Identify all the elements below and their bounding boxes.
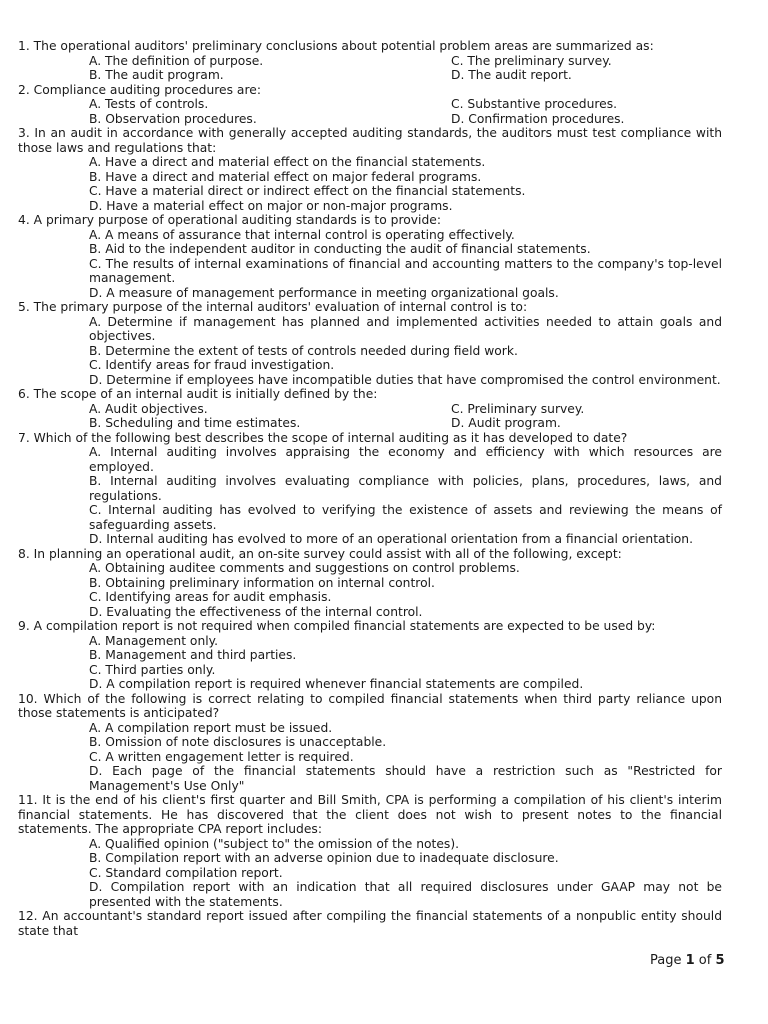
- question-block: [18, 213, 722, 300]
- answer-option: C. Substantive procedures.: [451, 97, 618, 111]
- question-block: [18, 126, 722, 213]
- question-block: [18, 300, 722, 387]
- answer-option: A. Qualified opinion ("subject to" the omission of the notes).: [89, 836, 460, 851]
- question-block: [18, 39, 722, 83]
- question-text: 12. An accountant's standard report issued after compiling the financial statements of a nonpublic entity should state that: [18, 909, 722, 938]
- answer-option: B. Scheduling and time estimates.: [89, 416, 301, 430]
- answer-option: D. Internal auditing has evolved to more of an operational orientation from a financial orientation.: [89, 532, 694, 546]
- question-text: 11. It is the end of his client's first quarter and Bill Smith, CPA is performing a compilation of his client's interim financial statements. He has discovered that the client does not wish to present notes to the financial statements. The appropriate CPA report includes:: [18, 793, 722, 836]
- answer-option: D. Determine if employees have incompatible duties that have compromised the control environment.: [89, 372, 721, 387]
- page-current: 1: [685, 953, 695, 968]
- question-text: 8. In planning an operational audit, an on-site survey could assist with all of the following, except:: [18, 546, 622, 561]
- answer-option: A. Internal auditing involves appraising the economy and efficiency with which resources are employed.: [89, 445, 722, 474]
- question-text: 3. In an audit in accordance with generally accepted auditing standards, the auditors must test compliance with those laws and regulations that:: [18, 126, 722, 155]
- answer-option: C. Identifying areas for audit emphasis.: [89, 590, 332, 604]
- answer-option: B. Internal auditing involves evaluating compliance with policies, plans, procedures, laws, and regulations.: [89, 474, 722, 503]
- question-text: 4. A primary purpose of operational auditing standards is to provide:: [18, 213, 441, 227]
- question-text: 1. The operational auditors' preliminary conclusions about potential problem areas are summarized as:: [18, 39, 654, 53]
- answer-option: B. Have a direct and material effect on major federal programs.: [89, 169, 482, 184]
- answer-option: D. Audit program.: [451, 416, 561, 430]
- answer-option: D. Evaluating the effectiveness of the internal control.: [89, 604, 423, 619]
- question-text: 5. The primary purpose of the internal auditors' evaluation of internal control is to:: [18, 300, 528, 314]
- question-text: 10. Which of the following is correct relating to compiled financial statements when third party reliance upon those statements is anticipated?: [18, 691, 722, 720]
- answer-option: C. Preliminary survey.: [451, 401, 585, 416]
- answer-options: [18, 97, 722, 126]
- answer-options: [18, 402, 722, 431]
- question-block: [18, 793, 722, 909]
- answer-option: C. Have a material direct or indirect effect on the financial statements.: [89, 184, 526, 198]
- question-text: 6. The scope of an internal audit is initially defined by the:: [18, 387, 378, 401]
- answer-option: B. Determine the extent of tests of controls needed during field work.: [89, 343, 518, 358]
- answer-option: A. Obtaining auditee comments and suggestions on control problems.: [89, 561, 520, 575]
- question-text: 9. A compilation report is not required when compiled financial statements are expected to be used by:: [18, 619, 656, 633]
- question-text: 2. Compliance auditing procedures are:: [18, 82, 261, 97]
- answer-option: B. Aid to the independent auditor in conducting the audit of financial statements.: [89, 242, 591, 256]
- answer-option: C. Standard compilation report.: [89, 865, 283, 880]
- answer-option: B. Omission of note disclosures is unacceptable.: [89, 735, 387, 749]
- page-number: [650, 954, 725, 969]
- page-total: 5: [715, 953, 725, 968]
- answer-option: A. A means of assurance that internal control is operating effectively.: [89, 227, 515, 242]
- question-block: [18, 692, 722, 794]
- answer-option: C. Internal auditing has evolved to verifying the existence of assets and reviewing the means of safeguarding assets.: [89, 503, 722, 532]
- answer-option: B. Compilation report with an adverse opinion due to inadequate disclosure.: [89, 851, 559, 865]
- answer-option: D. A measure of management performance in meeting organizational goals.: [89, 285, 559, 300]
- answer-option: D. Each page of the financial statements should have a restriction such as "Restricted for Management's Use Only": [89, 764, 722, 793]
- answer-option: A. Have a direct and material effect on the financial statements.: [89, 155, 486, 169]
- answer-option: A. A compilation report must be issued.: [89, 720, 333, 735]
- answer-option: A. Audit objectives.: [89, 401, 208, 416]
- answer-options: [18, 54, 722, 83]
- answer-option: A. Determine if management has planned and implemented activities needed to attain goals and objectives.: [89, 314, 722, 343]
- question-block: [18, 619, 722, 692]
- question-block: [18, 83, 722, 127]
- answer-option: D. The audit report.: [451, 68, 572, 82]
- answer-option: A. Tests of controls.: [89, 97, 209, 111]
- question-block: [18, 431, 722, 547]
- answer-option: A. Management only.: [89, 633, 219, 648]
- answer-option: B. The audit program.: [89, 68, 224, 82]
- question-block: [18, 387, 722, 431]
- question-text: 7. Which of the following best describes the scope of internal auditing as it has developed to date?: [18, 430, 628, 445]
- answer-option: D. A compilation report is required whenever financial statements are compiled.: [89, 677, 584, 691]
- answer-option: A. The definition of purpose.: [89, 53, 264, 68]
- question-block: [18, 547, 722, 620]
- answer-option: C. The preliminary survey.: [451, 53, 612, 68]
- question-block: [18, 909, 722, 938]
- answer-option: D. Confirmation procedures.: [451, 111, 625, 126]
- answer-option: C. Third parties only.: [89, 662, 216, 677]
- page-prefix: Page: [650, 953, 686, 968]
- answer-option: B. Obtaining preliminary information on internal control.: [89, 575, 435, 590]
- answer-option: D. Compilation report with an indication that all required disclosures under GAAP may not be presented with the statements.: [89, 880, 722, 909]
- answer-option: C. Identify areas for fraud investigation.: [89, 358, 335, 372]
- answer-option: C. The results of internal examinations of financial and accounting matters to the company's top-level management.: [89, 256, 722, 285]
- answer-option: B. Observation procedures.: [89, 111, 257, 126]
- question-list: [18, 39, 722, 938]
- page-middle: of: [694, 953, 716, 968]
- answer-option: B. Management and third parties.: [89, 648, 297, 662]
- answer-option: D. Have a material effect on major or non-major programs.: [89, 198, 453, 213]
- answer-option: C. A written engagement letter is required.: [89, 749, 354, 764]
